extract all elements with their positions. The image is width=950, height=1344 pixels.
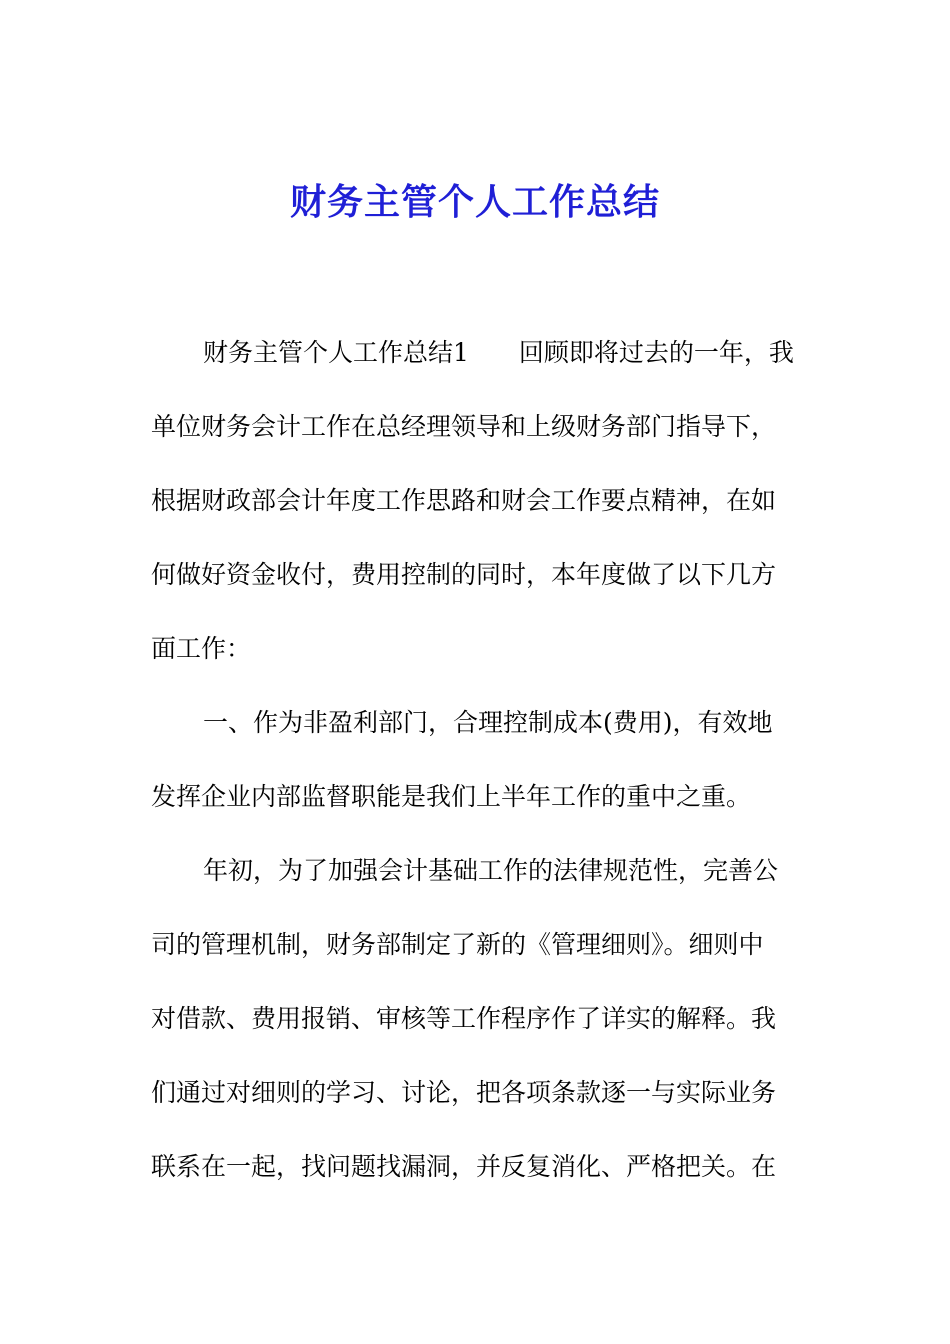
paragraph-line: 联系在一起，找问题找漏洞，并反复消化、严格把关。在 <box>151 1152 777 1181</box>
paragraph-line: 发挥企业内部监督职能是我们上半年工作的重中之重。 <box>151 782 752 811</box>
document-body <box>151 316 811 1204</box>
paragraph-line: 年初，为了加强会计基础工作的法律规范性，完善公 <box>203 856 779 885</box>
paragraph-line: 一、作为非盈利部门，合理控制成本(费用)，有效地 <box>203 708 773 737</box>
paragraph-line: 对借款、费用报销、审核等工作程序作了详实的解释。我 <box>151 1004 777 1033</box>
paragraph-line: 何做好资金收付，费用控制的同时，本年度做了以下几方 <box>151 560 777 589</box>
paragraph-line: 财务主管个人工作总结1 回顾即将过去的一年，我 <box>203 338 794 367</box>
paragraph-line: 单位财务会计工作在总经理领导和上级财务部门指导下， <box>151 412 777 441</box>
paragraph-line: 们通过对细则的学习、讨论，把各项条款逐一与实际业务 <box>151 1078 777 1107</box>
paragraph-line: 面工作： <box>151 634 252 663</box>
document-title: 财务主管个人工作总结 <box>289 181 660 223</box>
paragraph-line: 司的管理机制，财务部制定了新的《管理细则》。细则中 <box>151 930 764 959</box>
paragraph-line: 根据财政部会计年度工作思路和财会工作要点精神，在如 <box>151 486 777 515</box>
